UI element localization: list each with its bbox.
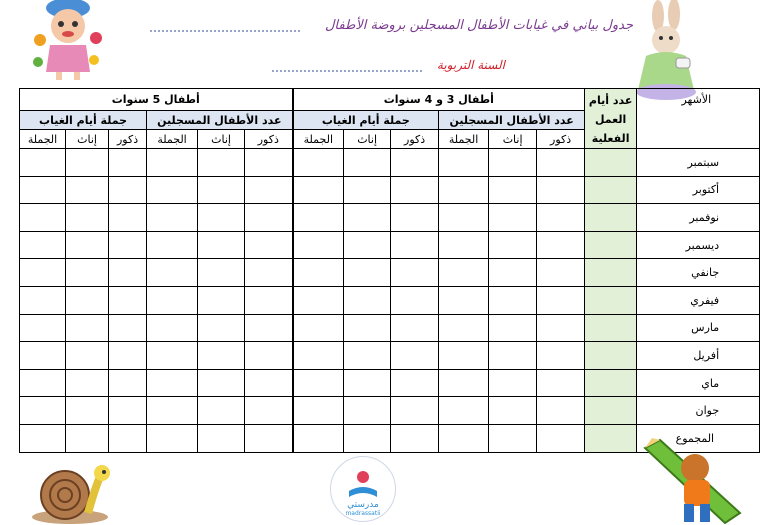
data-cell[interactable]: [489, 231, 537, 259]
data-cell[interactable]: [66, 176, 109, 204]
total-label: المجموع: [637, 425, 760, 453]
data-cell[interactable]: [344, 176, 391, 204]
months-header: الأشهر: [637, 89, 760, 149]
data-cell[interactable]: [66, 342, 109, 370]
data-cell[interactable]: [537, 314, 585, 342]
month-row: [20, 204, 760, 232]
month-label: ماي: [637, 369, 760, 397]
data-cell[interactable]: [489, 342, 537, 370]
school-logo-icon: [330, 456, 396, 522]
data-cell[interactable]: [489, 259, 537, 287]
data-cell[interactable]: [391, 149, 439, 177]
data-cell[interactable]: [344, 314, 391, 342]
data-cell[interactable]: [245, 231, 293, 259]
data-cell[interactable]: [147, 425, 198, 453]
month-label: جوان: [637, 397, 760, 425]
col-male: ذكور: [391, 130, 439, 149]
col-female: إناث: [489, 130, 537, 149]
data-cell[interactable]: [537, 176, 585, 204]
registered-header-3-4: عدد الأطفال المسجلين: [439, 110, 585, 130]
data-cell[interactable]: [439, 259, 489, 287]
data-cell[interactable]: [391, 314, 439, 342]
data-cell[interactable]: [147, 397, 198, 425]
data-cell[interactable]: [391, 369, 439, 397]
data-cell[interactable]: [344, 149, 391, 177]
data-cell[interactable]: [245, 369, 293, 397]
data-cell[interactable]: [66, 369, 109, 397]
data-cell[interactable]: [198, 231, 245, 259]
data-cell[interactable]: [20, 176, 66, 204]
data-cell[interactable]: [20, 397, 66, 425]
month-label: أكتوبر: [637, 176, 760, 204]
logo-name-latin: madrassatii: [345, 510, 381, 517]
data-cell[interactable]: [489, 287, 537, 315]
data-cell[interactable]: [66, 204, 109, 232]
working-days-cell[interactable]: [585, 397, 637, 425]
working-days-cell[interactable]: [585, 287, 637, 315]
school-year-label: السنة التربوية: [436, 58, 505, 72]
data-cell[interactable]: [489, 149, 537, 177]
boy-pencil-icon: [640, 438, 760, 525]
data-cell[interactable]: [344, 425, 391, 453]
data-cell[interactable]: [439, 397, 489, 425]
working-days-cell[interactable]: [585, 176, 637, 204]
data-cell[interactable]: [537, 397, 585, 425]
data-cell[interactable]: [109, 204, 147, 232]
month-row: [20, 397, 760, 425]
data-cell[interactable]: [537, 287, 585, 315]
data-cell[interactable]: [109, 314, 147, 342]
data-cell[interactable]: [245, 149, 293, 177]
data-cell[interactable]: [489, 314, 537, 342]
data-cell[interactable]: [20, 231, 66, 259]
col-female: إناث: [344, 130, 391, 149]
col-male: ذكور: [109, 130, 147, 149]
data-cell[interactable]: [109, 149, 147, 177]
title-dotted-line: [150, 20, 300, 32]
data-cell[interactable]: [293, 176, 344, 204]
data-cell[interactable]: [109, 397, 147, 425]
data-cell[interactable]: [147, 259, 198, 287]
data-cell[interactable]: [439, 176, 489, 204]
data-cell[interactable]: [439, 149, 489, 177]
data-cell[interactable]: [198, 176, 245, 204]
data-cell[interactable]: [198, 287, 245, 315]
data-cell[interactable]: [537, 342, 585, 370]
registered-header-5: عدد الأطفال المسجلين: [147, 110, 293, 130]
working-days-line-2: العمل: [594, 113, 627, 126]
month-label: أفريل: [637, 342, 760, 370]
month-label: ديسمبر: [637, 231, 760, 259]
data-cell[interactable]: [20, 342, 66, 370]
data-cell[interactable]: [537, 369, 585, 397]
data-cell[interactable]: [293, 204, 344, 232]
data-cell[interactable]: [391, 176, 439, 204]
month-row: [20, 287, 760, 315]
data-cell[interactable]: [198, 204, 245, 232]
data-cell[interactable]: [20, 259, 66, 287]
working-days-header: [585, 89, 637, 149]
data-cell[interactable]: [147, 149, 198, 177]
data-cell[interactable]: [293, 149, 344, 177]
data-cell[interactable]: [198, 342, 245, 370]
data-cell[interactable]: [245, 204, 293, 232]
month-row: [20, 231, 760, 259]
data-cell[interactable]: [391, 231, 439, 259]
year-dotted-line: [272, 60, 422, 72]
data-cell[interactable]: [439, 342, 489, 370]
month-label: مارس: [637, 314, 760, 342]
group-5-header: أطفال 5 سنوات: [20, 89, 293, 111]
data-cell[interactable]: [20, 287, 66, 315]
working-days-cell[interactable]: [585, 342, 637, 370]
col-total: الجملة: [20, 130, 66, 149]
data-cell[interactable]: [293, 287, 344, 315]
data-cell[interactable]: [391, 287, 439, 315]
month-row: [20, 314, 760, 342]
group-3-4-header: أطفال 3 و 4 سنوات: [293, 89, 585, 111]
col-total: الجملة: [147, 130, 198, 149]
data-cell[interactable]: [344, 342, 391, 370]
girl-clown-icon: [28, 0, 108, 82]
data-cell[interactable]: [147, 342, 198, 370]
col-female: إناث: [198, 130, 245, 149]
working-days-cell[interactable]: [585, 425, 637, 453]
month-row: [20, 369, 760, 397]
data-cell[interactable]: [66, 287, 109, 315]
data-cell[interactable]: [20, 314, 66, 342]
month-row: [20, 342, 760, 370]
col-male: ذكور: [537, 130, 585, 149]
data-cell[interactable]: [439, 314, 489, 342]
working-days-cell[interactable]: [585, 231, 637, 259]
data-cell[interactable]: [537, 204, 585, 232]
data-cell[interactable]: [245, 314, 293, 342]
data-cell[interactable]: [245, 176, 293, 204]
data-cell[interactable]: [109, 259, 147, 287]
data-cell[interactable]: [245, 397, 293, 425]
data-cell[interactable]: [489, 176, 537, 204]
data-cell[interactable]: [198, 259, 245, 287]
month-row: [20, 176, 760, 204]
data-cell[interactable]: [391, 342, 439, 370]
working-days-cell[interactable]: [585, 314, 637, 342]
absence-header-5: جملة أيام الغياب: [20, 110, 147, 130]
col-total: الجملة: [439, 130, 489, 149]
data-cell[interactable]: [537, 231, 585, 259]
data-cell[interactable]: [391, 259, 439, 287]
month-row: [20, 149, 760, 177]
data-cell[interactable]: [20, 369, 66, 397]
data-cell[interactable]: [245, 342, 293, 370]
data-cell[interactable]: [391, 425, 439, 453]
data-cell[interactable]: [293, 369, 344, 397]
data-cell[interactable]: [147, 369, 198, 397]
data-cell[interactable]: [147, 231, 198, 259]
data-cell[interactable]: [391, 204, 439, 232]
data-cell[interactable]: [20, 425, 66, 453]
data-cell[interactable]: [66, 259, 109, 287]
col-total: الجملة: [293, 130, 344, 149]
working-days-line-3: الفعلية: [591, 132, 630, 145]
working-days-cell[interactable]: [585, 149, 637, 177]
data-cell[interactable]: [109, 342, 147, 370]
data-cell[interactable]: [439, 231, 489, 259]
data-cell[interactable]: [439, 204, 489, 232]
data-cell[interactable]: [198, 425, 245, 453]
data-cell[interactable]: [198, 369, 245, 397]
absence-header-3-4: جملة أيام الغياب: [293, 110, 439, 130]
data-cell[interactable]: [147, 204, 198, 232]
data-cell[interactable]: [66, 314, 109, 342]
data-cell[interactable]: [198, 149, 245, 177]
data-cell[interactable]: [293, 397, 344, 425]
data-cell[interactable]: [344, 231, 391, 259]
data-cell[interactable]: [344, 259, 391, 287]
data-cell[interactable]: [109, 369, 147, 397]
logo-graphic: [331, 457, 395, 521]
data-cell[interactable]: [537, 149, 585, 177]
data-cell[interactable]: [489, 204, 537, 232]
data-cell[interactable]: [245, 259, 293, 287]
data-cell[interactable]: [109, 287, 147, 315]
data-cell[interactable]: [245, 287, 293, 315]
absence-table: [19, 88, 760, 453]
data-cell[interactable]: [20, 204, 66, 232]
month-label: سبتمبر: [637, 149, 760, 177]
data-cell[interactable]: [198, 397, 245, 425]
data-cell[interactable]: [344, 287, 391, 315]
data-cell[interactable]: [66, 397, 109, 425]
month-row: [20, 259, 760, 287]
data-cell[interactable]: [489, 369, 537, 397]
logo-name-ar: مدرستي: [347, 500, 379, 510]
data-cell[interactable]: [109, 231, 147, 259]
snail-icon: [30, 455, 120, 525]
data-cell[interactable]: [66, 149, 109, 177]
data-cell[interactable]: [109, 425, 147, 453]
working-days-cell[interactable]: [585, 204, 637, 232]
data-cell[interactable]: [489, 397, 537, 425]
data-cell[interactable]: [537, 259, 585, 287]
data-cell[interactable]: [147, 287, 198, 315]
working-days-line-1: عدد أيام: [588, 94, 633, 107]
data-cell[interactable]: [293, 231, 344, 259]
data-cell[interactable]: [439, 287, 489, 315]
data-cell[interactable]: [198, 314, 245, 342]
data-cell[interactable]: [147, 176, 198, 204]
data-cell[interactable]: [66, 425, 109, 453]
working-days-cell[interactable]: [585, 259, 637, 287]
data-cell[interactable]: [439, 369, 489, 397]
data-cell[interactable]: [489, 425, 537, 453]
month-label: جانفي: [637, 259, 760, 287]
data-cell[interactable]: [344, 204, 391, 232]
data-cell[interactable]: [439, 425, 489, 453]
col-male: ذكور: [245, 130, 293, 149]
data-cell[interactable]: [293, 425, 344, 453]
data-cell[interactable]: [293, 259, 344, 287]
data-cell[interactable]: [537, 425, 585, 453]
data-cell[interactable]: [293, 314, 344, 342]
month-label: نوفمبر: [637, 204, 760, 232]
data-cell[interactable]: [391, 397, 439, 425]
data-cell[interactable]: [293, 342, 344, 370]
data-cell[interactable]: [147, 314, 198, 342]
data-cell[interactable]: [344, 369, 391, 397]
data-cell[interactable]: [20, 149, 66, 177]
page-title: جدول بياني في غيابات الأطفال المسجلين بروضة الأطفال: [324, 18, 633, 33]
data-cell[interactable]: [245, 425, 293, 453]
data-cell[interactable]: [109, 176, 147, 204]
data-cell[interactable]: [66, 231, 109, 259]
month-label: فيفري: [637, 287, 760, 315]
col-female: إناث: [66, 130, 109, 149]
data-cell[interactable]: [344, 397, 391, 425]
working-days-cell[interactable]: [585, 369, 637, 397]
